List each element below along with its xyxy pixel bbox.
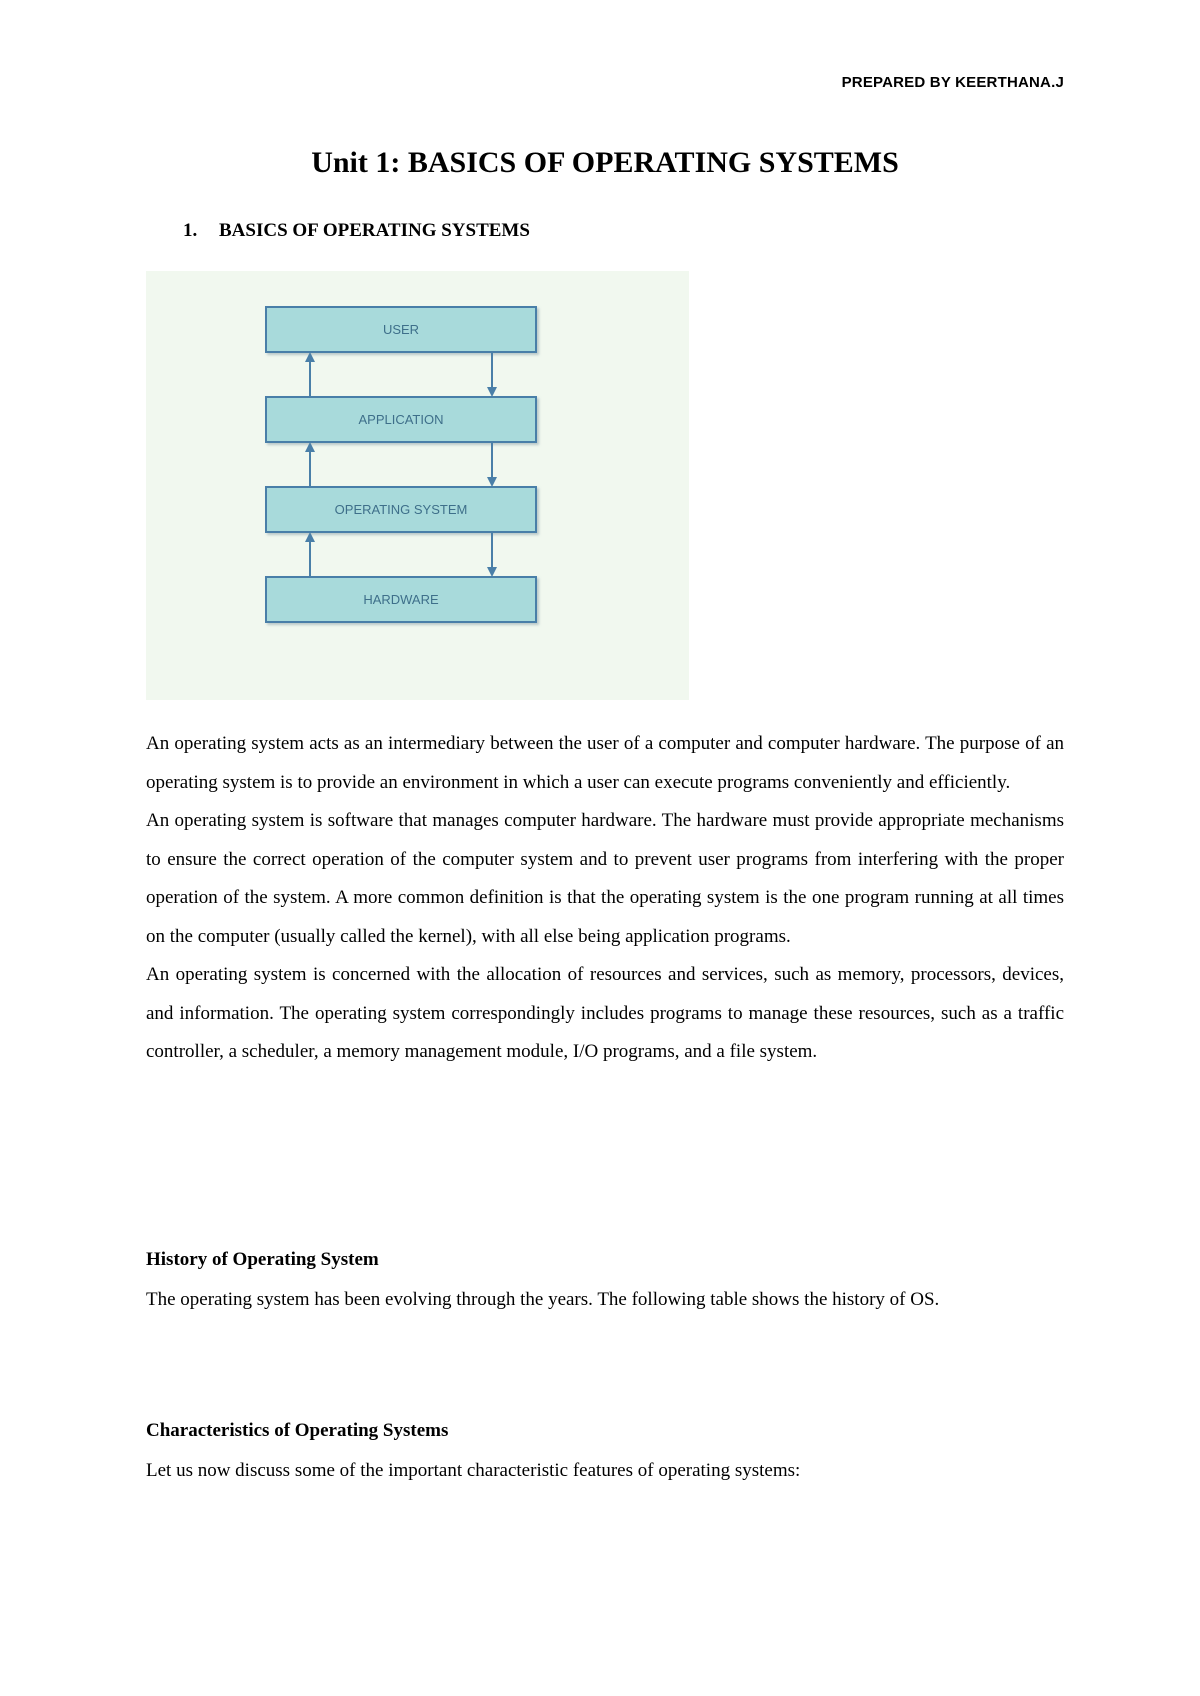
section-number: 1. xyxy=(183,220,198,241)
paragraph-intermediary: An operating system acts as an intermediary between the user of a computer and computer hardware. The purpose of an operating system is to provide an environment in which a user can execute programs conveniently and efficiently. xyxy=(146,733,1064,793)
section-heading xyxy=(183,220,530,242)
layer-operating-system-box xyxy=(266,487,536,532)
paragraph-resources: An operating system is concerned with the allocation of resources and services, such as memory, processors, devices, and information. The operating system correspondingly includes programs to manage these resources, such as a traffic controller, a scheduler, a memory management module, I/O programs, and a file system. xyxy=(146,964,1064,1062)
characteristics-text: Let us now discuss some of the important characteristic features of operating systems: xyxy=(146,1460,801,1481)
intro-paragraphs xyxy=(146,725,1064,1072)
section-heading-text: BASICS OF OPERATING SYSTEMS xyxy=(219,220,530,241)
layer-hardware-label: HARDWARE xyxy=(363,592,439,607)
characteristics-heading: Characteristics of Operating Systems xyxy=(146,1420,449,1441)
os-layer-diagram xyxy=(146,271,689,700)
page-title: Unit 1: BASICS OF OPERATING SYSTEMS xyxy=(311,146,899,179)
layer-application-label: APPLICATION xyxy=(358,412,444,427)
layer-operating-system-label: OPERATING SYSTEM xyxy=(334,502,468,517)
diagram-svg xyxy=(146,271,689,700)
history-text: The operating system has been evolving through the years. The following table shows the history of OS. xyxy=(146,1289,940,1310)
prepared-by-header: PREPARED BY KEERTHANA.J xyxy=(841,74,1064,91)
layer-application-box xyxy=(266,397,536,442)
paragraph-software: An operating system is software that manages computer hardware. The hardware must provide appropriate mechanisms to ensure the correct operation of the computer system and to prevent user programs from interfering with the proper operation of the system. A more common definition is that the operating system is the one program running at all times on the computer (usually called the kernel), with all else being application programs. xyxy=(146,810,1064,947)
characteristics-text-block xyxy=(146,1452,1064,1491)
history-text-block xyxy=(146,1281,1064,1320)
history-heading: History of Operating System xyxy=(146,1249,379,1270)
layer-user-box xyxy=(266,307,536,352)
layer-hardware-box xyxy=(266,577,536,622)
layer-user-label: USER xyxy=(382,322,420,337)
